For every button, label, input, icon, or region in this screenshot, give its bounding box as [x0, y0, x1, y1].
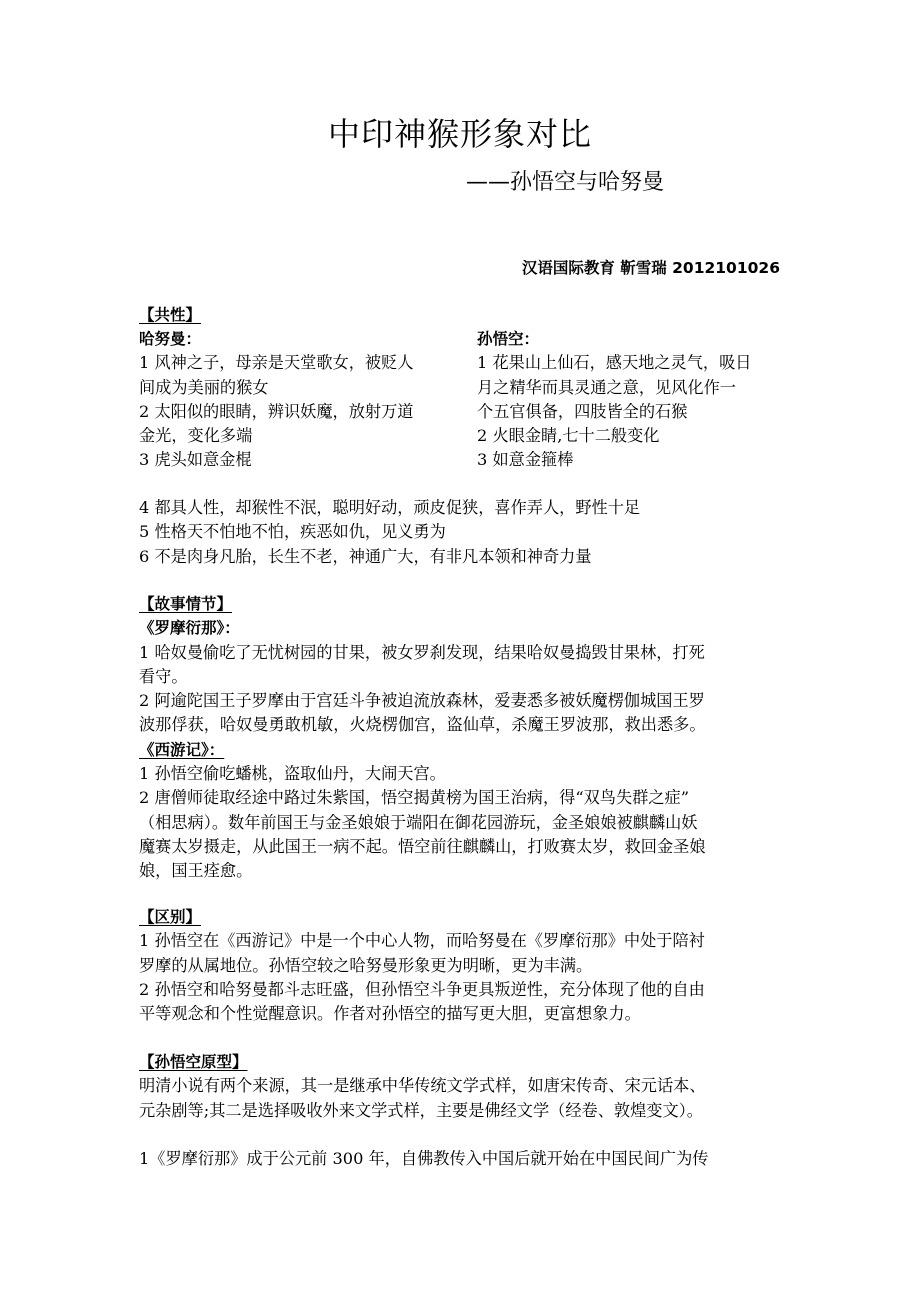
hanuman-line: 金光，变化多端 — [139, 426, 253, 446]
shared-trait: 4 都具人性，却猴性不泯，聪明好动，顽皮促狭，喜作弄人，野性十足 — [139, 498, 641, 517]
story-section — [139, 592, 784, 884]
difference-line: 平等观念和个性觉醒意识。作者对孙悟空的描写更大胆，更富想象力。 — [139, 1004, 641, 1024]
document-subtitle: ——孙悟空与哈努曼 — [466, 170, 665, 195]
wukong-column — [477, 327, 787, 473]
section-heading-prototype: 【孙悟空原型】 — [139, 1053, 248, 1071]
story-line: 看守。 — [139, 666, 188, 686]
common-section — [139, 303, 784, 327]
prototype-section — [139, 1050, 784, 1123]
prototype-item — [139, 1147, 784, 1171]
story-line: 1 孙悟空偷吃蟠桃，盗取仙丹，大闹天宫。 — [139, 764, 446, 784]
prototype-line: 明清小说有两个来源，其一是继承中华传统文学式样，如唐宋传奇、宋元话本、 — [139, 1076, 706, 1096]
shared-traits — [139, 496, 784, 569]
wukong-line: 月之精华而具灵通之意，见风化作一 — [477, 377, 736, 397]
difference-line: 2 孙悟空和哈努曼都斗志旺盛，但孙悟空斗争更具叛逆性，充分体现了他的自由 — [139, 979, 705, 999]
wukong-label: 孙悟空： — [477, 330, 540, 348]
story-line: 娘，国王痊愈。 — [139, 861, 253, 881]
story-line: 波那俘获，哈奴曼勇敢机敏，火烧楞伽宫，盗仙草，杀魔王罗波那，救出悉多。 — [139, 715, 706, 735]
hanuman-line: 3 虎头如意金棍 — [139, 450, 252, 470]
story-line: 2 唐僧师徒取经途中路过朱紫国，悟空揭黄榜为国王治病，得“双鸟失群之症” — [139, 788, 689, 808]
difference-line: 1 孙悟空在《西游记》中是一个中心人物，而哈努曼在《罗摩衍那》中处于陪衬 — [139, 931, 705, 951]
hanuman-column — [139, 327, 451, 473]
difference-line: 罗摩的从属地位。孙悟空较之哈努曼形象更为明晰，更为丰满。 — [139, 955, 593, 975]
wukong-line: 3 如意金箍棒 — [477, 450, 574, 470]
wukong-line: 1 花果山上仙石，感天地之灵气，吸日 — [477, 353, 752, 373]
section-heading-difference: 【区别】 — [139, 908, 202, 926]
story-line: 2 阿逾陀国王子罗摩由于宫廷斗争被迫流放森林，爱妻悉多被妖魔楞伽城国王罗 — [139, 691, 705, 711]
ramayana-label: 《罗摩衍那》： — [139, 619, 240, 638]
story-line: 魔赛太岁摄走，从此国王一病不起。悟空前往麒麟山，打败赛太岁，救回金圣娘 — [139, 836, 706, 856]
author-line: 汉语国际教育 靳雪瑞 2012101026 — [521, 259, 780, 277]
story-line: （相思病）。数年前国王与金圣娘娘于端阳在御花园游玩，金圣娘娘被麒麟山妖 — [139, 812, 698, 832]
prototype-line: 元杂剧等;其二是选择吸收外来文学式样，主要是佛经文学（经卷、敦煌变文）。 — [139, 1100, 703, 1120]
xiyouji-label: 《西游记》： — [139, 740, 225, 759]
hanuman-line: 1 风神之子，母亲是天堂歌女，被贬人 — [139, 353, 414, 373]
section-heading-common: 【共性】 — [139, 306, 202, 324]
shared-trait: 6 不是肉身凡胎，长生不老，神通广大，有非凡本领和神奇力量 — [139, 546, 592, 566]
wukong-line: 个五官俱备，四肢皆全的石猴 — [477, 401, 688, 421]
hanuman-label: 哈努曼： — [139, 330, 202, 348]
story-line: 1 哈奴曼偷吃了无忧树园的甘果，被女罗刹发现，结果哈奴曼捣毁甘果林，打死 — [139, 642, 705, 662]
wukong-line: 2 火眼金睛,七十二般变化 — [477, 426, 660, 446]
hanuman-line: 间成为美丽的猴女 — [139, 377, 269, 397]
shared-trait: 5 性格天不怕地不怕，疾恶如仇，见义勇为 — [139, 522, 446, 542]
section-heading-story: 【故事情节】 — [139, 595, 233, 613]
prototype-line: 1《罗摩衍那》成于公元前 300 年，自佛教传入中国后就开始在中国民间广为传 — [139, 1149, 709, 1168]
difference-section — [139, 905, 784, 1026]
hanuman-line: 2 太阳似的眼睛，辨识妖魔，放射万道 — [139, 401, 414, 421]
document-title: 中印神猴形象对比 — [327, 115, 592, 153]
